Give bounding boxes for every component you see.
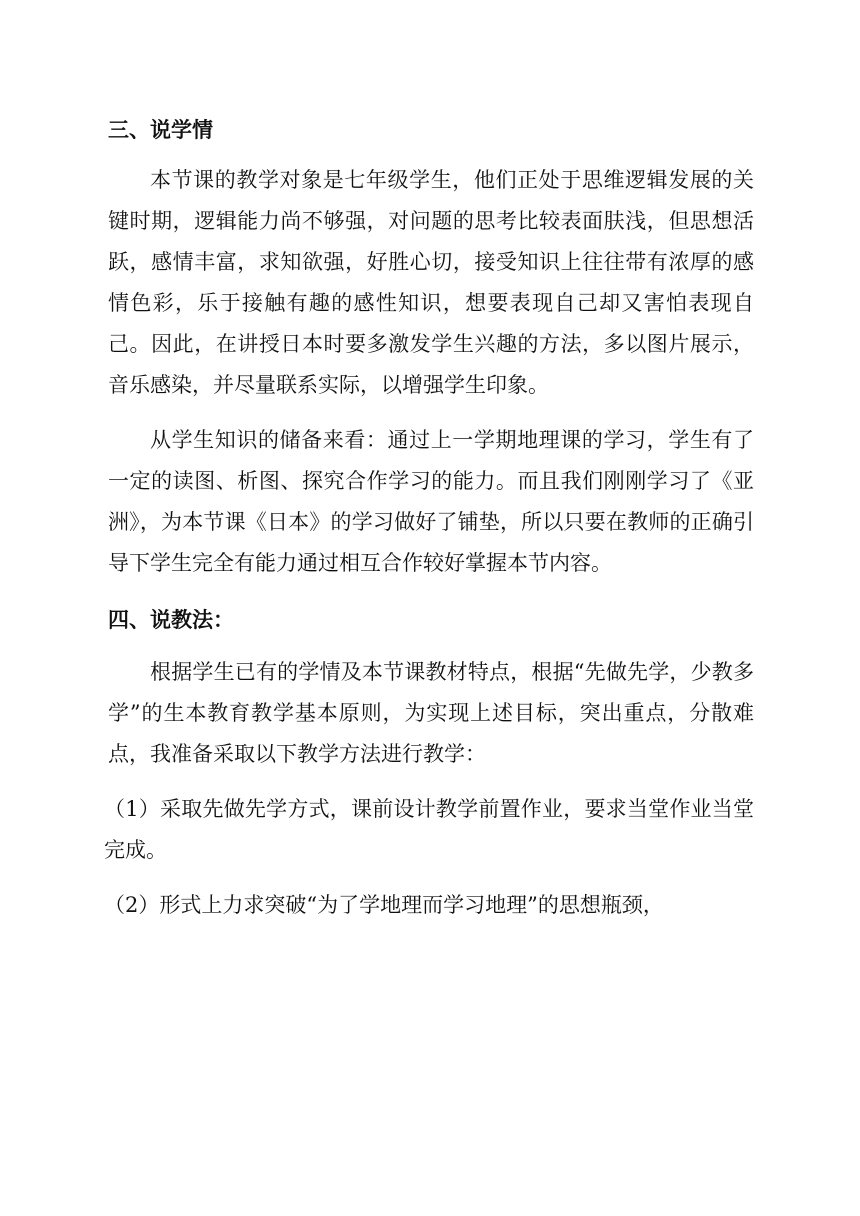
paragraph-student-knowledge: 从学生知识的储备来看：通过上一学期地理课的学习，学生有了一定的读图、析图、探究合作学习的能力。而且我们刚刚学习了《亚洲》，为本节课《日本》的学习做好了铺垫，所以只要在教师的正确引导下学生完全有能力通过相互合作较好掌握本节内容。 [108,428,754,575]
list-item-method-1: （1）采取先做先学方式，课前设计教学前置作业，要求当堂作业当堂完成。 [104,797,754,862]
section-heading-learning-situation: 三、说学情 [108,118,213,142]
document-page [104,112,754,926]
section-heading-teaching-methods: 四、说教法： [108,608,234,632]
paragraph-student-characteristics: 本节课的教学对象是七年级学生，他们正处于思维逻辑发展的关键时期，逻辑能力尚不够强，对问题的思考比较表面肤浅，但思想活跃，感情丰富，求知欲强，好胜心切，接受知识上往往带有浓厚的感情色彩，乐于接触有趣的感性知识，想要表现自己却又害怕表现自己。因此，在讲授日本时要多激发学生兴趣的方法，多以图片展示，音乐感染，并尽量联系实际，以增强学生印象。 [108,168,754,397]
paragraph-teaching-principles: 根据学生已有的学情及本节课教材特点，根据“先做先学，少教多学”的生本教育教学基本原则，为实现上述目标，突出重点，分散难点，我准备采取以下教学方法进行教学： [108,660,754,766]
list-item-method-2: （2）形式上力求突破“为了学地理而学习地理”的思想瓶颈， [104,893,664,917]
